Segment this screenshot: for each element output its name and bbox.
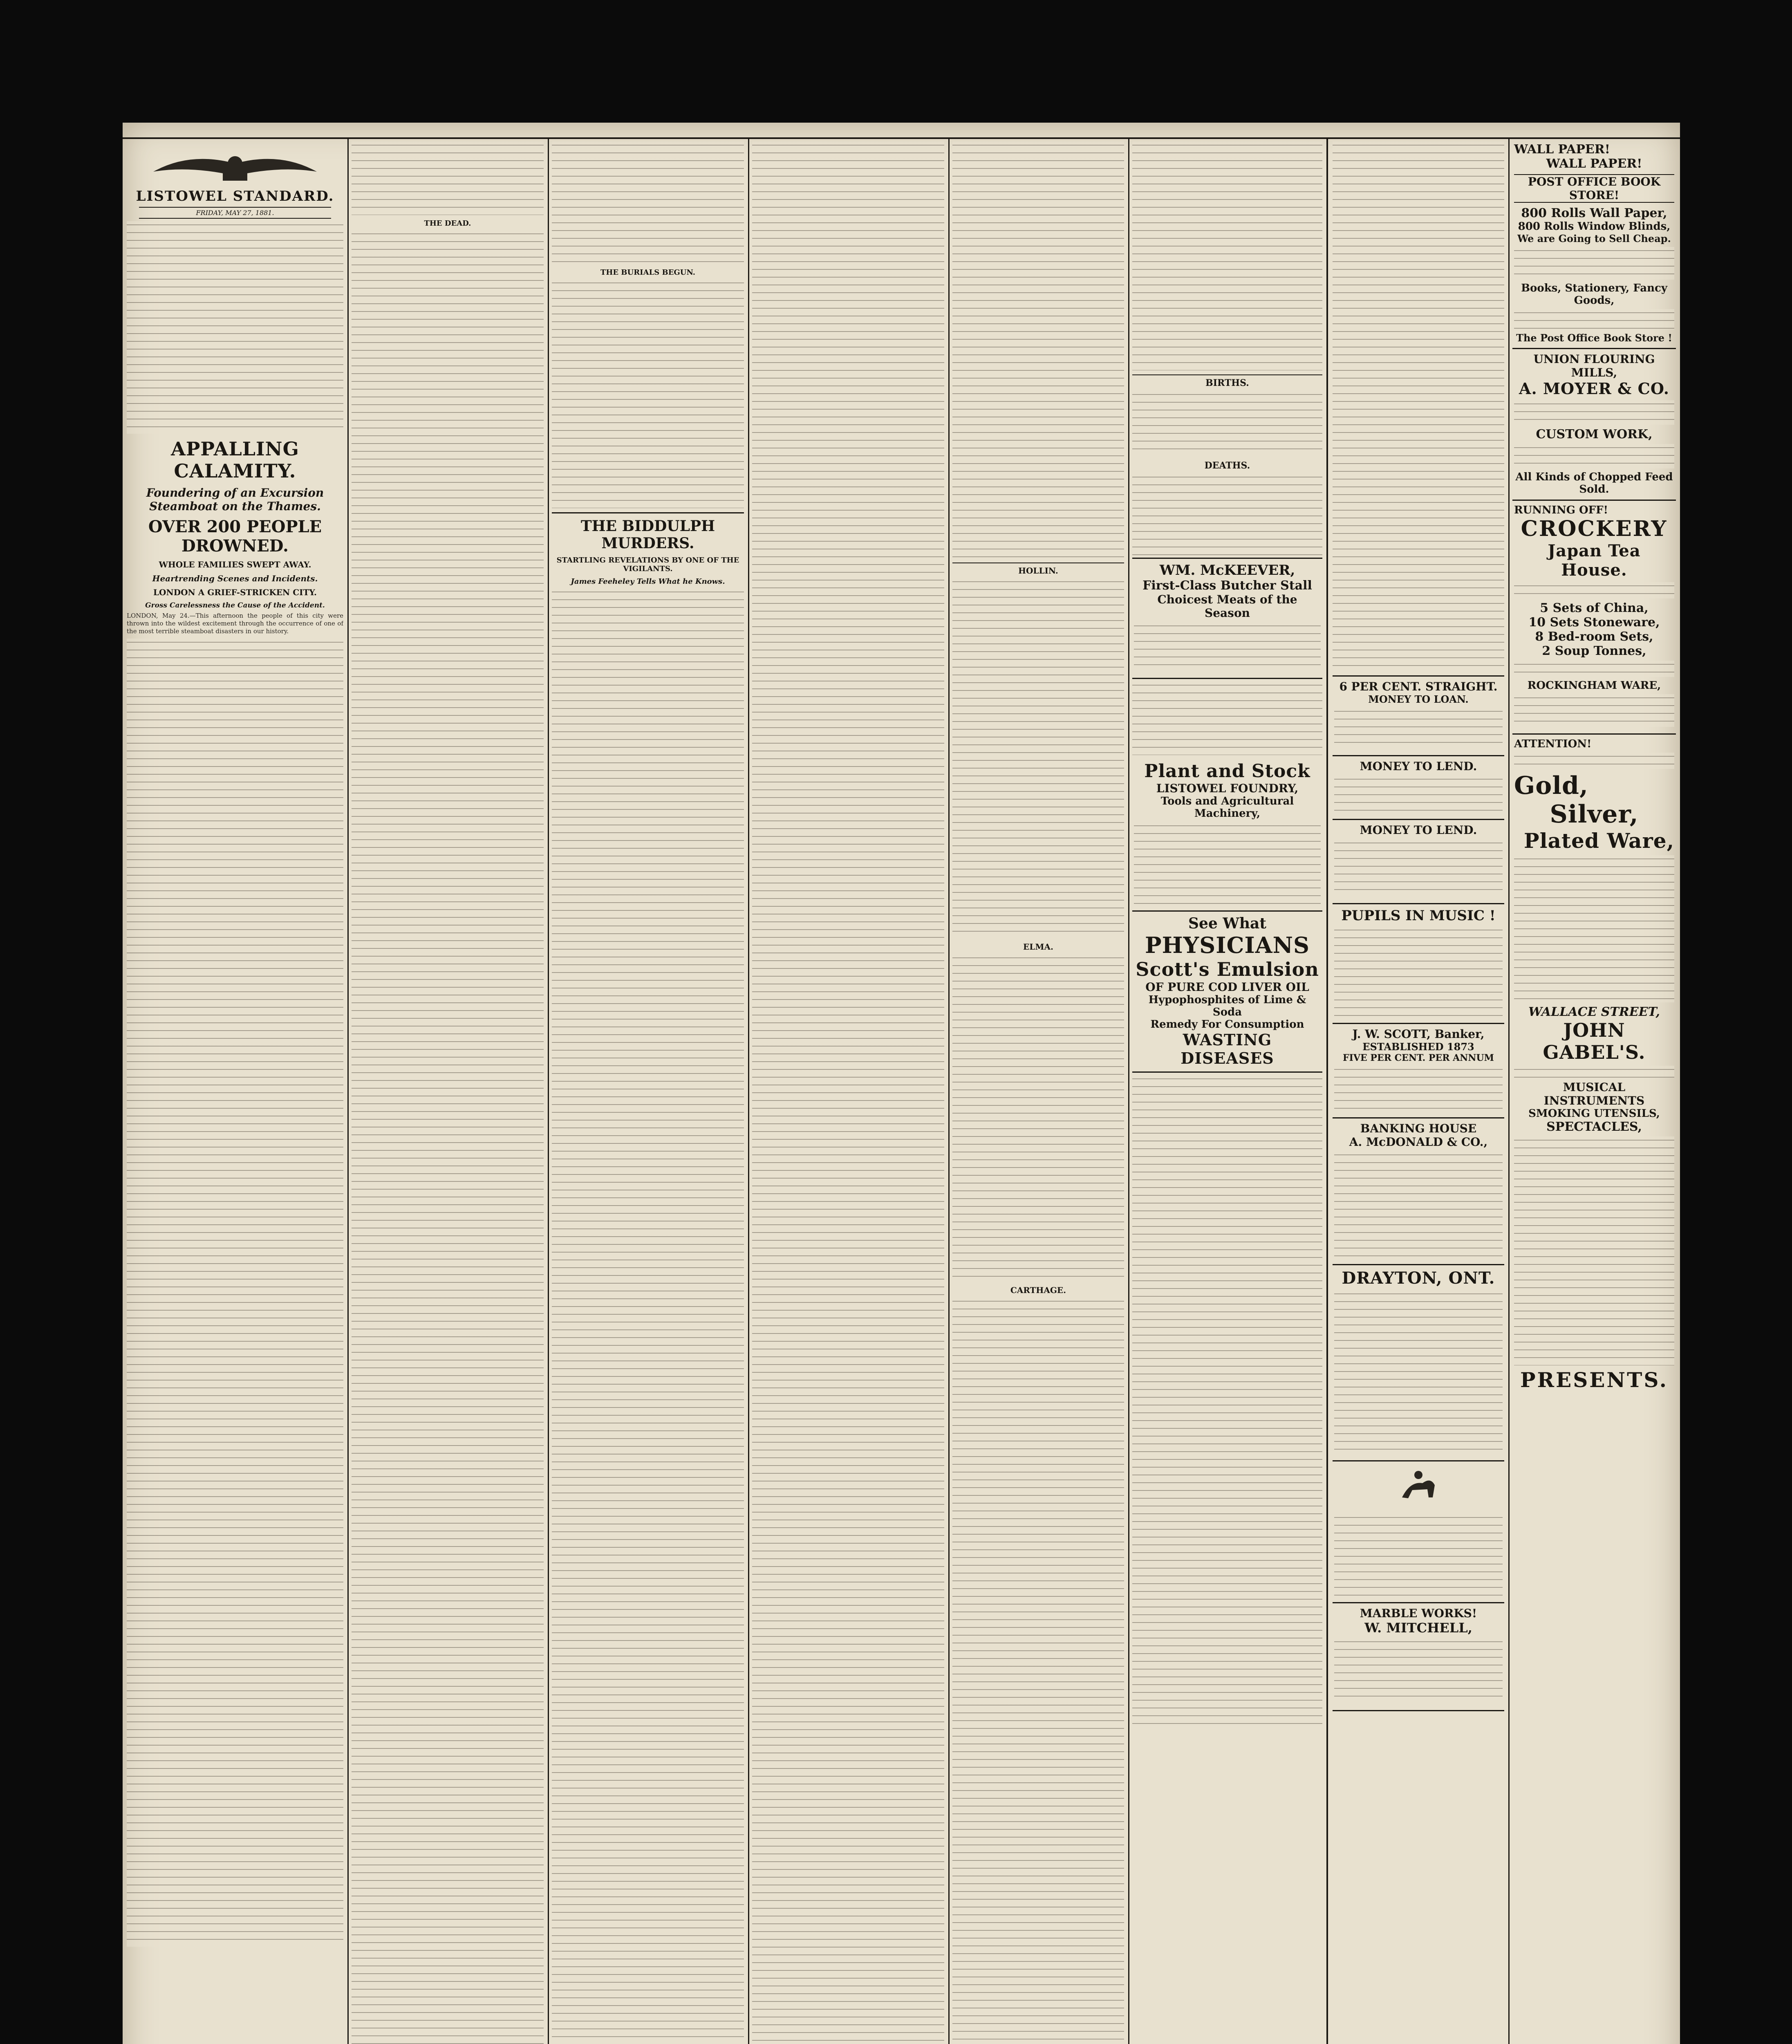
column-5 (952, 139, 1124, 2044)
column-rule (1508, 139, 1510, 2044)
scott-5: WASTING DISEASES (1180, 1031, 1274, 1067)
banker-name: J. W. SCOTT, Banker, (1352, 1027, 1485, 1041)
biddulph-headline: THE BIDDULPH MURDERS. (552, 512, 744, 552)
calamity-subhead: WHOLE FAMILIES SWEPT AWAY. (159, 560, 311, 569)
scott-2: OF PURE COD LIVER OIL (1145, 980, 1309, 994)
rockingham-ware: ROCKINGHAM WARE, (1527, 679, 1661, 692)
ad-text (1334, 926, 1503, 1016)
money-head: 6 PER CENT. STRAIGHT. (1339, 680, 1498, 693)
drayton-head: DRAYTON, ONT. (1342, 1269, 1495, 1288)
biddulph-subhead: STARTLING REVELATIONS BY ONE OF THE VIGILANTS. (556, 556, 739, 573)
banker-rate: FIVE PER CENT. PER ANNUM (1343, 1053, 1494, 1063)
column-6 (1132, 139, 1322, 2044)
lodge-notice (1333, 1461, 1504, 1603)
sell-cheap: We are Going to Sell Cheap. (1517, 233, 1671, 244)
banker-ad (1333, 1024, 1504, 1118)
chopped-feed: All Kinds of Chopped Feed Sold. (1515, 471, 1673, 495)
ad-text (1334, 1514, 1503, 1596)
banker-established: ESTABLISHED 1873 (1362, 1041, 1474, 1053)
news-text (752, 141, 944, 2044)
news-text (1132, 391, 1322, 456)
mckeever-ad (1132, 558, 1322, 679)
column-rule (1128, 139, 1129, 2044)
scott-4: Remedy For Consumption (1150, 1018, 1304, 1031)
ad-text (1514, 1066, 1674, 1078)
ad-text (1514, 1136, 1674, 1365)
news-text (952, 1298, 1124, 2044)
running-off: RUNNING OFF! (1514, 504, 1608, 516)
news-text (552, 279, 744, 508)
stoneware-sets: 10 Sets Stoneware, (1528, 615, 1660, 630)
music-ad (1333, 904, 1504, 1024)
scott-1: Scott's Emulsion (1136, 958, 1319, 980)
books-line: Books, Stationery, Fancy Goods, (1521, 282, 1667, 307)
masthead-title: LISTOWEL STANDARD. (136, 188, 334, 204)
moyer-name: A. MOYER & CO. (1519, 379, 1669, 398)
carthage-head: CARTHAGE. (1010, 1285, 1066, 1295)
column-8 (1512, 139, 1676, 2044)
gabel-name: JOHN GABEL'S. (1543, 1019, 1646, 1063)
news-text (352, 141, 544, 215)
news-text (952, 578, 1124, 938)
column-4 (752, 139, 944, 2044)
column-2 (352, 139, 544, 2044)
column-rule (1326, 139, 1328, 2044)
custom-work: CUSTOM WORK, (1536, 427, 1653, 442)
masthead (127, 139, 343, 219)
dead-subhead: THE DEAD. (424, 219, 471, 228)
mckeever-name: WM. McKEEVER, (1159, 562, 1295, 578)
crockery-head: CROCKERY (1521, 516, 1668, 541)
musical-instruments: MUSICAL INSTRUMENTS (1543, 1080, 1645, 1107)
elma-head: ELMA. (1023, 942, 1053, 952)
newspaper-page (123, 123, 1680, 2044)
marble-ad (1333, 1603, 1504, 1711)
ad-text (1514, 753, 1674, 769)
bookstore: POST OFFICE BOOK STORE! (1514, 174, 1674, 203)
news-text (552, 141, 744, 264)
ad-text (1334, 775, 1503, 812)
attention: ATTENTION! (1514, 738, 1592, 750)
column-1 (127, 139, 343, 2044)
lend-head: MONEY TO LEND. (1360, 823, 1477, 837)
ad-text (1514, 661, 1674, 677)
ad-text (1334, 708, 1503, 749)
rolls-paper: 800 Rolls Wall Paper, (1521, 206, 1667, 220)
marble-head: MARBLE WORKS! (1360, 1607, 1477, 1620)
news-text (952, 141, 1124, 558)
calamity-subhead: LONDON A GRIEF-STRICKEN CITY. (153, 587, 317, 597)
funeral-subhead: THE BURIALS BEGUN. (600, 268, 696, 277)
ad-text (1514, 694, 1674, 727)
bedroom-sets: 8 Bed-room Sets, (1535, 630, 1653, 644)
books-tag: The Post Office Book Store ! (1516, 332, 1672, 344)
mckeever-tag: Choicest Meats of the Season (1157, 593, 1297, 620)
column-3 (552, 139, 744, 2044)
mckeever-line: First-Class Butcher Stall (1142, 578, 1312, 593)
ad-text (1334, 1290, 1503, 1454)
gabel-street: WALLACE STREET, (1528, 1005, 1660, 1019)
ad-text (1514, 247, 1674, 280)
masthead-date: FRIDAY, MAY 27, 1881. (139, 207, 331, 219)
money-ad (1333, 675, 1504, 756)
foundry-line: Tools and Agricultural Machinery, (1160, 795, 1294, 820)
horse-rider-icon (1394, 1465, 1443, 1510)
lend-ad-2 (1333, 820, 1504, 904)
ad-text (1334, 1066, 1503, 1111)
wallpaper-1: WALL PAPER! (1514, 142, 1610, 157)
physicians-2: PHYSICIANS (1145, 932, 1310, 958)
deaths-head: DEATHS. (1204, 460, 1250, 471)
calamity-headline: APPALLING CALAMITY. (171, 438, 299, 482)
calamity-subhead: Heartrending Scenes and Incidents. (152, 574, 318, 583)
news-text (127, 639, 343, 1947)
hollin-head: HOLLIN. (952, 563, 1124, 576)
foundry-name: LISTOWEL FOUNDRY, (1156, 782, 1299, 795)
ad-text (1514, 855, 1674, 1002)
foundry-ad (1132, 758, 1322, 912)
news-text (1132, 141, 1322, 370)
ad-text (1334, 1638, 1503, 1703)
scott-emulsion-ad (1132, 912, 1322, 1073)
news-text (352, 230, 544, 2044)
wallpaper-ad (1512, 139, 1676, 349)
biddulph-subhead: James Feeheley Tells What he Knows. (571, 577, 725, 586)
spectacles: SPECTACLES, (1546, 1120, 1642, 1134)
news-text (127, 221, 343, 434)
mills-name: UNION FLOURING MILLS, (1533, 352, 1655, 379)
mills-ad (1512, 349, 1676, 501)
crockery-ad (1512, 501, 1676, 735)
ad-text (1514, 444, 1674, 468)
ad-text (1514, 309, 1674, 329)
ad-text (1134, 822, 1321, 904)
wallpaper-2: WALL PAPER! (1546, 157, 1642, 171)
calamity-subhead: Foundering of an Excursion Steamboat on the Thames. (146, 486, 324, 513)
japan-tea-house: Japan Tea House. (1548, 541, 1641, 580)
births-head: BIRTHS. (1132, 374, 1322, 388)
news-text (552, 588, 744, 2044)
pupils-head: PUPILS IN MUSIC ! (1341, 908, 1496, 924)
rolls-blinds: 800 Rolls Window Blinds, (1518, 220, 1671, 233)
ad-text (1514, 400, 1674, 425)
column-7 (1333, 139, 1504, 2044)
china-sets: 5 Sets of China, (1540, 601, 1649, 615)
scott-3: Hypophosphites of Lime & Soda (1148, 994, 1306, 1018)
physicians-1: See What (1188, 915, 1266, 932)
silver-line: Silver, (1550, 800, 1639, 829)
news-text (952, 954, 1124, 1281)
news-text (1132, 473, 1322, 555)
soup-tonnes: 2 Soup Tonnes, (1542, 644, 1646, 658)
mcdonald-bank-ad (1333, 1118, 1504, 1265)
column-rule (748, 139, 749, 2044)
calamity-subhead: OVER 200 PEOPLE DROWNED. (148, 517, 322, 556)
column-rule (948, 139, 950, 2044)
ad-text (1334, 1151, 1503, 1257)
foundry-head: Plant and Stock (1144, 761, 1310, 782)
ad-text (1134, 622, 1321, 671)
eagle-crest-icon (149, 147, 321, 184)
column-rule (347, 139, 349, 2044)
banking-house: BANKING HOUSE (1360, 1122, 1477, 1135)
gabel-ad (1512, 735, 1676, 1396)
drayton-bank-ad (1333, 1265, 1504, 1461)
ad-text (1334, 839, 1503, 896)
directory-text (1333, 141, 1504, 673)
lend-ad-1 (1333, 756, 1504, 820)
smoking-utensils: SMOKING UTENSILS, (1528, 1107, 1660, 1120)
presents: PRESENTS. (1520, 1368, 1669, 1392)
lend-head: MONEY TO LEND. (1360, 760, 1477, 773)
money-sub: MONEY TO LOAN. (1368, 693, 1469, 705)
news-text (1132, 681, 1322, 755)
plated-line: Plated Ware, (1523, 829, 1674, 853)
gold-line: Gold, (1514, 771, 1588, 800)
column-rule (548, 139, 549, 2044)
mcdonald-name: A. McDONALD & CO., (1349, 1135, 1488, 1149)
calamity-subhead: Gross Carelessness the Cause of the Accident. (145, 601, 325, 610)
ad-text (1514, 582, 1674, 598)
ad-text (1132, 1075, 1322, 1729)
calamity-lede: LONDON, May 24.—This afternoon the people of this city were thrown into the wildest excitement through the occurrence of one of the most terrible steamboat disasters in our history. (127, 612, 343, 635)
mitchell-name: W. MITCHELL, (1364, 1620, 1472, 1636)
